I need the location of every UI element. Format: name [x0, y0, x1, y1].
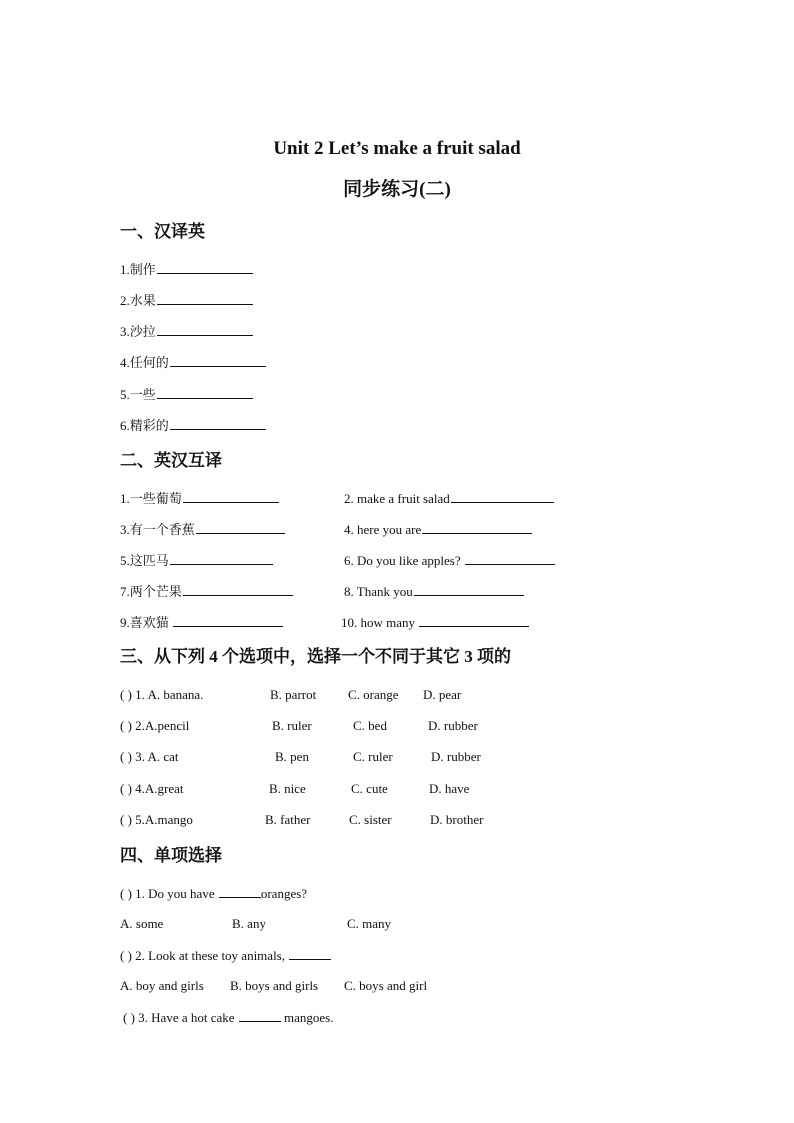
answer-blank[interactable]	[289, 947, 331, 960]
answer-blank[interactable]	[173, 614, 283, 627]
s3-q2-opt-b: B. ruler	[272, 718, 312, 733]
page-title: Unit 2 Let’s make a fruit salad	[273, 138, 521, 159]
answer-blank[interactable]	[170, 552, 273, 565]
s3-q4: ( ) 4.A.great	[120, 781, 184, 796]
answer-blank[interactable]	[157, 323, 253, 336]
section-2-heading: 二、英汉互译	[120, 451, 222, 470]
s3-q2-opt-c: C. bed	[353, 718, 387, 733]
s3-q1-opt-d: D. pear	[423, 687, 462, 702]
s4-q2-opt-a: A. boy and girls	[120, 978, 204, 993]
s3-q3-opt-d: D. rubber	[431, 749, 481, 764]
s2-right-2: 4. here you are	[344, 521, 532, 538]
s3-q5-opt-d: D. brother	[430, 812, 484, 827]
answer-blank[interactable]	[465, 552, 555, 565]
answer-blank[interactable]	[414, 583, 524, 596]
section-3-heading: 三、从下列 4 个选项中，选择一个不同于其它 3 项的	[120, 647, 511, 666]
s1-item-4: 4.任何的	[120, 354, 266, 371]
s3-q1: ( ) 1. A. banana.	[120, 687, 204, 702]
s2-left-2: 3.有一个香蕉	[120, 521, 285, 538]
answer-blank[interactable]	[170, 354, 266, 367]
answer-blank[interactable]	[170, 417, 266, 430]
s3-q3-opt-c: C. ruler	[353, 749, 393, 764]
s4-q2-opt-c: C. boys and girl	[344, 978, 428, 993]
s4-question-3: ( ) 3. Have a hot cake mangoes.	[123, 1010, 334, 1025]
answer-blank[interactable]	[451, 490, 554, 503]
answer-blank[interactable]	[219, 885, 261, 898]
s3-q2-opt-d: D. rubber	[428, 718, 478, 733]
answer-blank[interactable]	[196, 521, 285, 534]
s2-right-5: 10. how many	[341, 614, 529, 631]
s3-q3-opt-b: B. pen	[275, 749, 309, 764]
s4-q1-opt-c: C. many	[347, 916, 392, 931]
s1-item-6: 6.精彩的	[120, 417, 266, 434]
s2-right-1: 2. make a fruit salad	[344, 490, 554, 507]
s3-q5-opt-b: B. father	[265, 812, 311, 827]
s2-left-3: 5.这匹马	[120, 552, 273, 569]
s1-item-3: 3.沙拉	[120, 323, 253, 340]
s2-right-3: 6. Do you like apples?	[344, 552, 555, 569]
s3-q2: ( ) 2.A.pencil	[120, 718, 190, 733]
s1-item-1: 1.制作	[120, 261, 253, 278]
s4-q2-opt-b: B. boys and girls	[230, 978, 319, 993]
s4-question-2: ( ) 2. Look at these toy animals,	[120, 947, 331, 964]
answer-blank[interactable]	[157, 386, 253, 399]
answer-blank[interactable]	[183, 490, 279, 503]
s2-left-5: 9.喜欢猫	[120, 614, 283, 631]
answer-blank[interactable]	[157, 261, 253, 274]
s4-q1-opt-b: B. any	[232, 916, 266, 931]
s3-q4-opt-b: B. nice	[269, 781, 306, 796]
answer-blank[interactable]	[239, 1009, 281, 1022]
answer-blank[interactable]	[422, 521, 532, 534]
page-subtitle: 同步练习(二)	[343, 179, 451, 200]
section-1-heading: 一、汉译英	[120, 222, 205, 241]
answer-blank[interactable]	[183, 583, 293, 596]
s3-q4-opt-c: C. cute	[351, 781, 388, 796]
s2-left-4: 7.两个芒果	[120, 583, 293, 600]
s2-left-1: 1.一些葡萄	[120, 490, 279, 507]
section-4-heading: 四、单项选择	[120, 846, 222, 865]
s3-q1-opt-c: C. orange	[348, 687, 399, 702]
answer-blank[interactable]	[157, 292, 253, 305]
s3-q1-opt-b: B. parrot	[270, 687, 317, 702]
s2-right-4: 8. Thank you	[344, 583, 524, 600]
s3-q5-opt-c: C. sister	[349, 812, 392, 827]
s4-question-1: ( ) 1. Do you have oranges?	[120, 886, 308, 901]
s3-q3: ( ) 3. A. cat	[120, 749, 179, 764]
s1-item-2: 2.水果	[120, 292, 253, 309]
s1-item-5: 5.一些	[120, 386, 253, 403]
s3-q4-opt-d: D. have	[429, 781, 470, 796]
s3-q5: ( ) 5.A.mango	[120, 812, 193, 827]
s4-q1-opt-a: A. some	[120, 916, 164, 931]
answer-blank[interactable]	[419, 614, 529, 627]
